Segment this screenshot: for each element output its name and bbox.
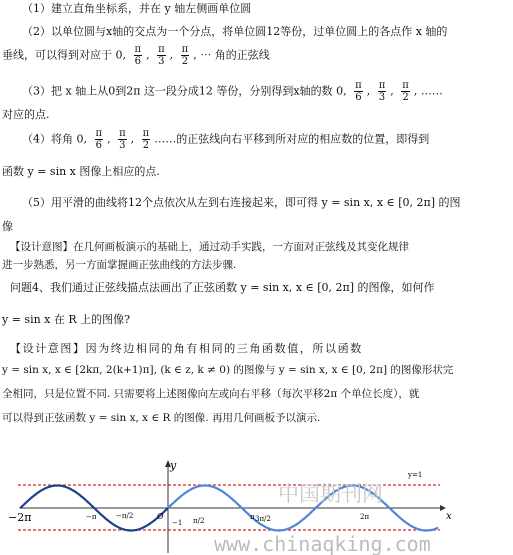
step-4-continued: 函数 y = sin x 图像上相应的点. xyxy=(2,165,160,178)
step-3-text: （3）把 x 轴上从0到2π 这一段分成12 等份，分别得到x轴的数 0, xyxy=(22,84,347,98)
fraction-pi-6: $\frac{\pi}{6}$ xyxy=(134,44,142,67)
design-intent-1-continued: 进一步熟悉，另一方面掌握画正弦曲线的方法步骤. xyxy=(2,259,237,271)
fraction-pi-2: $\frac{\pi}{2}$ xyxy=(142,128,150,151)
watermark-url: www.chinaqking.com xyxy=(214,532,431,555)
step-5: （5）用平滑的曲线将12个点依次从左到右连接起来，即可得 y = sin x, x ∈ [0, 2π] 的图 xyxy=(22,196,461,209)
y-axis-label: y xyxy=(170,459,177,472)
design-intent-1: 【设计意图】在几何画板演示的基础上，通过动手实践，一方面对正弦线及其变化规律 xyxy=(10,241,409,253)
watermark-cn: 中国期刊网 xyxy=(278,482,383,506)
tick-2pi: 2π xyxy=(360,513,370,521)
fraction-pi-3: $\frac{\pi}{3}$ xyxy=(378,80,386,103)
tick-neg-2pi: −2π xyxy=(8,511,32,524)
fraction-pi-2: $\frac{\pi}{2}$ xyxy=(402,80,409,103)
question-4: 问题4、我们通过正弦线描点法画出了正弦函数 y = sin x, x ∈ [0, 2π] 的图像，如何作 xyxy=(10,281,435,294)
step-2-tail: , ⋯ 角的正弦线 xyxy=(193,48,270,62)
design-intent-2: 【设计意图】因为终边相同的角有相同的三角函数值，所以函数 xyxy=(10,342,363,355)
step-2-continued: 垂线，可以得到对应于 0, $\frac{\pi}{6}$ , $\frac{\pi}{3}$ , $\frac{\pi}{2}$ , ⋯ 角的正弦线 xyxy=(2,44,270,67)
step-3-tail: , …… xyxy=(413,84,443,98)
fraction-pi-2: $\frac{\pi}{2}$ xyxy=(181,44,189,67)
design-intent-2-line2: y = sin x, x ∈ [2kπ, 2(k+1)π], (k ∈ z, k ≠ 0) 的图像与 y = sin x, x ∈ [0, 2π] 的图像形状完 xyxy=(2,364,454,376)
step-1: （1）建立直角坐标系，并在 y 轴左侧画单位圆 xyxy=(22,2,252,15)
step-4: （4）将角 0, $\frac{\pi}{6}$ , $\frac{\pi}{3}$ , $\frac{\pi}{2}$ ……的正弦线向右平移到所对应的相应数的位置，即得到 xyxy=(22,128,430,151)
design-intent-2-line3: 全相同，只是位置不同. 只需要将上述图像向左或向右平移（每次平移2π 个单位长度），就 xyxy=(2,388,420,400)
x-axis-label: x xyxy=(446,511,452,522)
origin-label: O xyxy=(157,512,164,521)
line-y1-label: y=1 xyxy=(408,471,423,479)
step-2: （2）以单位圆与x轴的交点为一个分点，将单位圆12等份，过单位圆上的各点作 x 轴的 xyxy=(22,25,448,38)
tick-pi-2: π/2 xyxy=(193,517,205,525)
step-4-text: （4）将角 0, xyxy=(22,132,87,146)
tick-neg-pi-2: −π/2 xyxy=(116,512,134,520)
sine-graph-figure xyxy=(0,455,513,555)
design-intent-2-line4: 可以得到正弦函数 y = sin x, x ∈ R 的图像. 再用几何画板予以演示. xyxy=(2,412,321,424)
fraction-pi-3: $\frac{\pi}{3}$ xyxy=(119,128,126,151)
step-3-continued: 对应的点. xyxy=(2,108,50,121)
fraction-pi-6: $\frac{\pi}{6}$ xyxy=(95,128,103,151)
tick-pi: π xyxy=(250,513,255,521)
fraction-pi-3: $\frac{\pi}{3}$ xyxy=(158,44,165,67)
fraction-pi-6: $\frac{\pi}{6}$ xyxy=(355,80,362,103)
question-4-continued: y = sin x 在 R 上的图像? xyxy=(2,313,131,326)
step-4-tail: ……的正弦线向右平移到所对应的相应数的位置，即得到 xyxy=(154,132,430,146)
step-2-text: 垂线，可以得到对应于 0, xyxy=(2,48,126,62)
step-5-continued: 像 xyxy=(2,220,13,233)
neg1-label: −1 xyxy=(172,519,183,527)
step-3: （3）把 x 轴上从0到2π 这一段分成12 等份，分别得到x轴的数 0, $\frac{\pi}{6}$ , $\frac{\pi}{3}$ , $\frac{\pi}{2}$ , …… xyxy=(22,80,443,103)
tick-neg-pi: −π xyxy=(86,513,97,521)
tick-3pi-2: 3π/2 xyxy=(255,515,271,523)
